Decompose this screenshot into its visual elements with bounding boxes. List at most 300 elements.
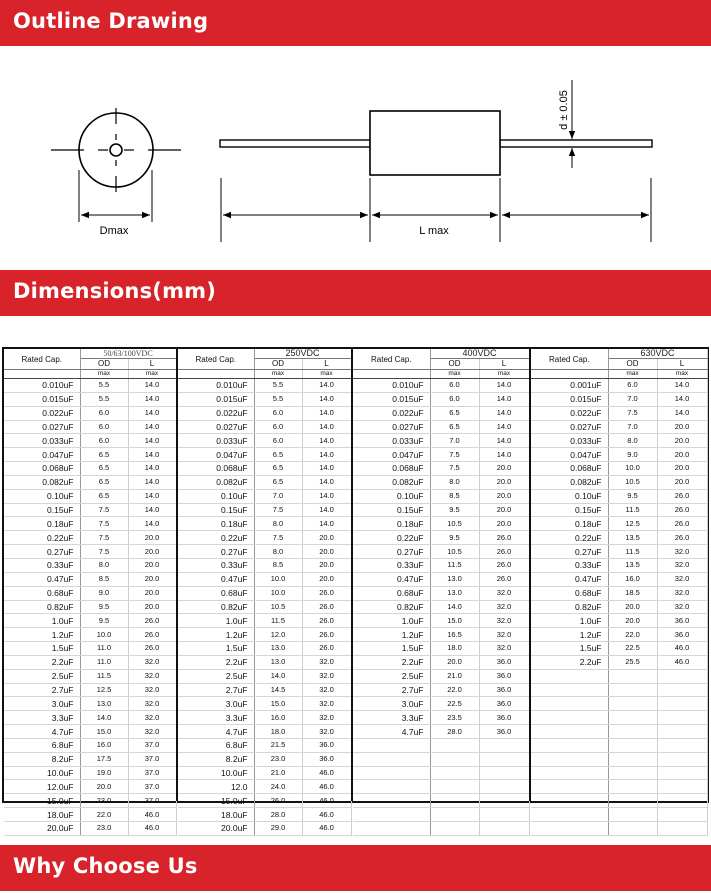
capacitance-cell: 1.2uF — [178, 628, 254, 642]
od-cell — [608, 683, 657, 697]
table-row — [4, 752, 176, 766]
od-cell: 5.5 — [80, 392, 128, 406]
capacitance-cell: 20.0uF — [4, 822, 80, 836]
capacitance-cell: 0.27uF — [4, 545, 80, 559]
table-row — [531, 711, 707, 725]
capacitance-cell: 0.15uF — [353, 503, 430, 517]
od-cell: 8.0 — [80, 558, 128, 572]
voltage-header: 50/63/100VDC — [80, 349, 176, 359]
capacitance-cell: 2.2uF — [4, 655, 80, 669]
table-row — [531, 448, 707, 462]
table-row — [178, 725, 351, 739]
capacitance-cell: 0.22uF — [531, 531, 608, 545]
capacitance-cell: 0.015uF — [4, 392, 80, 406]
od-cell: 26.0 — [254, 794, 302, 808]
capacitance-cell — [353, 738, 430, 752]
capacitance-cell: 2.5uF — [353, 669, 430, 683]
capacitance-cell: 0.022uF — [4, 406, 80, 420]
length-cell: 20.0 — [479, 517, 529, 531]
capacitance-cell — [531, 794, 608, 808]
table-row — [4, 794, 176, 808]
capacitance-cell — [531, 697, 608, 711]
length-cell: 37.0 — [128, 752, 176, 766]
capacitance-cell: 0.047uF — [4, 448, 80, 462]
od-cell: 7.5 — [80, 545, 128, 559]
table-row — [178, 628, 351, 642]
length-cell: 26.0 — [302, 586, 351, 600]
length-cell: 26.0 — [657, 517, 707, 531]
od-cell — [430, 766, 479, 780]
table-row — [4, 600, 176, 614]
dimensions-table — [2, 347, 709, 834]
od-cell: 12.0 — [254, 628, 302, 642]
table-row — [353, 752, 529, 766]
max-subheader: max — [657, 370, 707, 379]
od-cell: 16.0 — [80, 738, 128, 752]
table-row — [353, 503, 529, 517]
capacitance-cell — [353, 822, 430, 836]
table-row — [4, 545, 176, 559]
table-row — [531, 738, 707, 752]
length-cell: 36.0 — [302, 738, 351, 752]
table-row — [178, 614, 351, 628]
capacitance-cell: 0.68uF — [531, 586, 608, 600]
table-row — [4, 822, 176, 836]
od-cell: 23.0 — [80, 794, 128, 808]
capacitance-cell: 0.015uF — [531, 392, 608, 406]
table-row — [178, 545, 351, 559]
od-cell: 13.0 — [254, 655, 302, 669]
od-cell: 9.5 — [80, 614, 128, 628]
od-cell: 9.5 — [430, 503, 479, 517]
od-cell: 10.5 — [430, 517, 479, 531]
length-cell — [657, 725, 707, 739]
od-cell: 6.0 — [608, 379, 657, 393]
capacitance-cell: 0.027uF — [353, 420, 430, 434]
od-cell: 6.0 — [254, 434, 302, 448]
length-cell: 20.0 — [128, 531, 176, 545]
capacitance-cell: 0.047uF — [178, 448, 254, 462]
capacitance-cell: 8.2uF — [178, 752, 254, 766]
length-cell: 14.0 — [479, 420, 529, 434]
capacitance-cell: 0.33uF — [353, 558, 430, 572]
table-row — [4, 655, 176, 669]
od-cell: 8.0 — [254, 517, 302, 531]
table-row — [4, 420, 176, 434]
od-cell — [430, 822, 479, 836]
blank-cell — [178, 370, 254, 379]
table-row — [531, 572, 707, 586]
table-row — [178, 475, 351, 489]
table-row — [4, 531, 176, 545]
length-cell: 32.0 — [128, 683, 176, 697]
length-cell: 14.0 — [657, 392, 707, 406]
length-cell: 36.0 — [479, 683, 529, 697]
length-cell: 14.0 — [128, 379, 176, 393]
capacitance-cell: 0.068uF — [531, 462, 608, 476]
capacitance-cell — [531, 738, 608, 752]
length-cell: 14.0 — [128, 503, 176, 517]
capacitance-cell: 0.22uF — [178, 531, 254, 545]
od-cell: 16.0 — [608, 572, 657, 586]
table-row — [178, 379, 351, 393]
table-row — [353, 448, 529, 462]
table-row — [4, 738, 176, 752]
od-cell: 9.5 — [608, 489, 657, 503]
table-row — [4, 669, 176, 683]
capacitance-cell — [531, 752, 608, 766]
length-cell: 36.0 — [479, 669, 529, 683]
capacitance-cell: 0.027uF — [531, 420, 608, 434]
table-row — [531, 642, 707, 656]
length-cell: 32.0 — [128, 655, 176, 669]
table-row — [178, 794, 351, 808]
length-cell: 36.0 — [657, 628, 707, 642]
od-cell: 6.0 — [430, 392, 479, 406]
od-cell — [430, 794, 479, 808]
length-cell: 14.0 — [657, 406, 707, 420]
length-cell: 37.0 — [128, 780, 176, 794]
capacitance-cell: 0.18uF — [4, 517, 80, 531]
capacitance-cell: 3.0uF — [353, 697, 430, 711]
length-cell: 20.0 — [657, 420, 707, 434]
capacitance-cell: 3.3uF — [4, 711, 80, 725]
od-cell: 9.5 — [80, 600, 128, 614]
length-cell: 46.0 — [657, 642, 707, 656]
blank-cell — [4, 370, 80, 379]
capacitance-cell: 0.27uF — [178, 545, 254, 559]
od-cell: 16.0 — [254, 711, 302, 725]
capacitance-cell: 2.2uF — [178, 655, 254, 669]
table-row — [178, 406, 351, 420]
capacitance-cell: 0.47uF — [531, 572, 608, 586]
length-cell: 32.0 — [657, 586, 707, 600]
table-row — [4, 558, 176, 572]
capacitance-cell: 0.033uF — [178, 434, 254, 448]
capacitance-cell: 2.7uF — [4, 683, 80, 697]
why-choose-us-title: Why Choose Us — [13, 854, 198, 878]
table-row — [353, 711, 529, 725]
table-row — [353, 642, 529, 656]
table-row — [4, 503, 176, 517]
table-row — [531, 462, 707, 476]
table-row — [353, 489, 529, 503]
table-row — [531, 475, 707, 489]
table-row — [353, 697, 529, 711]
od-cell: 7.5 — [430, 462, 479, 476]
od-cell — [608, 752, 657, 766]
capacitance-cell — [353, 752, 430, 766]
od-cell: 21.0 — [430, 669, 479, 683]
od-cell: 5.5 — [254, 379, 302, 393]
table-row — [531, 808, 707, 822]
length-cell — [657, 808, 707, 822]
length-cell: 20.0 — [302, 531, 351, 545]
od-cell: 15.0 — [430, 614, 479, 628]
capacitance-cell: 0.82uF — [4, 600, 80, 614]
od-cell — [430, 808, 479, 822]
table-row — [178, 669, 351, 683]
outline-drawing — [0, 60, 711, 260]
table-row — [4, 379, 176, 393]
od-cell: 13.0 — [80, 697, 128, 711]
capacitance-cell: 4.7uF — [4, 725, 80, 739]
capacitance-cell: 0.82uF — [531, 600, 608, 614]
length-cell: 37.0 — [128, 766, 176, 780]
od-cell: 10.0 — [254, 572, 302, 586]
capacitance-cell: 3.3uF — [353, 711, 430, 725]
length-cell: 20.0 — [479, 475, 529, 489]
table-row — [4, 766, 176, 780]
rated-cap-header: Rated Cap. — [4, 349, 80, 370]
od-cell: 7.5 — [80, 503, 128, 517]
table-row — [353, 614, 529, 628]
length-cell — [657, 697, 707, 711]
length-cell: 14.0 — [128, 517, 176, 531]
length-cell: 20.0 — [128, 600, 176, 614]
max-subheader: max — [128, 370, 176, 379]
od-cell: 13.5 — [608, 558, 657, 572]
od-cell: 10.5 — [430, 545, 479, 559]
od-cell: 10.5 — [608, 475, 657, 489]
max-subheader: max — [302, 370, 351, 379]
od-cell: 13.0 — [430, 586, 479, 600]
od-cell — [608, 794, 657, 808]
length-cell: 32.0 — [479, 586, 529, 600]
od-cell: 28.0 — [430, 725, 479, 739]
table-row — [531, 420, 707, 434]
od-cell — [430, 752, 479, 766]
length-cell: 46.0 — [302, 822, 351, 836]
length-cell — [657, 738, 707, 752]
table-row — [353, 475, 529, 489]
od-cell: 14.0 — [80, 711, 128, 725]
table-row — [531, 614, 707, 628]
capacitance-cell: 3.0uF — [4, 697, 80, 711]
table-row — [353, 808, 529, 822]
table-row — [531, 489, 707, 503]
table-row — [531, 545, 707, 559]
length-cell: 26.0 — [302, 600, 351, 614]
outline-drawing-title: Outline Drawing — [13, 9, 209, 33]
length-cell: 32.0 — [657, 545, 707, 559]
table-row — [353, 628, 529, 642]
od-cell: 7.5 — [80, 531, 128, 545]
od-cell: 7.5 — [608, 406, 657, 420]
table-row — [353, 572, 529, 586]
od-cell: 7.5 — [254, 503, 302, 517]
capacitance-cell: 1.5uF — [353, 642, 430, 656]
od-cell: 12.5 — [608, 517, 657, 531]
length-cell: 20.0 — [128, 558, 176, 572]
capacitance-cell: 10.0uF — [178, 766, 254, 780]
capacitance-cell: 0.047uF — [353, 448, 430, 462]
od-cell: 6.5 — [430, 420, 479, 434]
capacitance-cell: 0.015uF — [178, 392, 254, 406]
od-cell: 6.0 — [430, 379, 479, 393]
capacitance-cell: 18.0uF — [4, 808, 80, 822]
capacitance-cell: 20.0uF — [178, 822, 254, 836]
od-cell: 14.5 — [254, 683, 302, 697]
length-cell: 32.0 — [479, 628, 529, 642]
length-cell: 14.0 — [128, 406, 176, 420]
capacitance-cell: 10.0uF — [4, 766, 80, 780]
capacitance-cell: 1.2uF — [353, 628, 430, 642]
od-cell: 9.0 — [80, 586, 128, 600]
od-cell: 22.0 — [608, 628, 657, 642]
capacitance-cell: 0.082uF — [178, 475, 254, 489]
table-row — [178, 586, 351, 600]
length-cell: 14.0 — [128, 392, 176, 406]
od-cell — [608, 738, 657, 752]
od-cell: 6.0 — [80, 434, 128, 448]
length-cell: 14.0 — [128, 462, 176, 476]
table-row — [353, 766, 529, 780]
table-row — [353, 517, 529, 531]
capacitance-cell: 0.10uF — [178, 489, 254, 503]
length-cell — [479, 822, 529, 836]
od-cell: 11.5 — [608, 545, 657, 559]
capacitance-cell — [531, 766, 608, 780]
blank-cell — [353, 370, 430, 379]
table-row — [178, 711, 351, 725]
capacitance-cell: 2.2uF — [531, 655, 608, 669]
table-row — [353, 600, 529, 614]
table-row — [531, 434, 707, 448]
table-row — [4, 572, 176, 586]
capacitance-cell: 0.068uF — [4, 462, 80, 476]
od-cell: 13.5 — [608, 531, 657, 545]
od-cell: 8.0 — [254, 545, 302, 559]
capacitance-cell: 0.68uF — [353, 586, 430, 600]
od-cell: 19.0 — [80, 766, 128, 780]
length-cell: 26.0 — [479, 558, 529, 572]
od-header: OD — [254, 359, 302, 370]
length-cell: 26.0 — [302, 614, 351, 628]
length-cell: 32.0 — [657, 558, 707, 572]
capacitance-cell: 0.27uF — [531, 545, 608, 559]
length-cell: 46.0 — [128, 822, 176, 836]
od-cell: 10.0 — [254, 586, 302, 600]
length-cell: 20.0 — [302, 545, 351, 559]
od-cell: 15.0 — [80, 725, 128, 739]
table-row — [4, 697, 176, 711]
od-cell: 21.5 — [254, 738, 302, 752]
od-cell: 11.5 — [254, 614, 302, 628]
length-cell: 14.0 — [302, 392, 351, 406]
max-subheader: max — [254, 370, 302, 379]
table-row — [4, 517, 176, 531]
length-cell: 36.0 — [479, 711, 529, 725]
od-cell: 7.5 — [430, 448, 479, 462]
od-cell: 17.5 — [80, 752, 128, 766]
l-header: L — [128, 359, 176, 370]
capacitance-cell: 6.8uF — [4, 738, 80, 752]
max-subheader: max — [479, 370, 529, 379]
capacitance-cell: 15.0uF — [4, 794, 80, 808]
od-cell: 13.0 — [254, 642, 302, 656]
od-cell: 11.0 — [80, 655, 128, 669]
length-cell: 32.0 — [302, 683, 351, 697]
capacitance-cell: 0.010uF — [4, 379, 80, 393]
capacitance-cell: 0.015uF — [353, 392, 430, 406]
table-row — [178, 752, 351, 766]
table-row — [353, 392, 529, 406]
table-row — [4, 406, 176, 420]
od-cell: 14.0 — [430, 600, 479, 614]
length-cell — [657, 780, 707, 794]
voltage-header: 400VDC — [430, 349, 529, 359]
length-cell — [657, 669, 707, 683]
length-cell: 20.0 — [657, 448, 707, 462]
od-cell: 9.5 — [430, 531, 479, 545]
od-cell — [430, 780, 479, 794]
table-row — [353, 531, 529, 545]
capacitance-cell: 3.3uF — [178, 711, 254, 725]
capacitance-cell: 0.082uF — [531, 475, 608, 489]
table-row — [4, 448, 176, 462]
length-cell: 26.0 — [657, 503, 707, 517]
length-cell: 20.0 — [657, 462, 707, 476]
capacitance-cell: 0.082uF — [4, 475, 80, 489]
capacitance-cell: 15.0uF — [178, 794, 254, 808]
length-cell: 26.0 — [479, 545, 529, 559]
capacitance-cell: 0.27uF — [353, 545, 430, 559]
table-row — [4, 725, 176, 739]
od-cell: 20.0 — [608, 600, 657, 614]
table-row — [531, 406, 707, 420]
length-cell: 14.0 — [302, 379, 351, 393]
capacitance-cell — [531, 822, 608, 836]
group-separator — [176, 349, 178, 801]
od-cell: 12.5 — [80, 683, 128, 697]
capacitance-cell: 0.022uF — [178, 406, 254, 420]
table-row — [531, 503, 707, 517]
length-cell: 14.0 — [128, 434, 176, 448]
od-cell: 6.0 — [254, 406, 302, 420]
length-cell: 14.0 — [302, 420, 351, 434]
capacitance-cell: 0.47uF — [178, 572, 254, 586]
od-cell: 8.5 — [430, 489, 479, 503]
table-row — [531, 766, 707, 780]
capacitance-cell: 0.033uF — [4, 434, 80, 448]
table-row — [178, 420, 351, 434]
capacitance-cell: 0.15uF — [178, 503, 254, 517]
table-row — [353, 545, 529, 559]
length-cell: 46.0 — [302, 766, 351, 780]
length-cell: 14.0 — [479, 379, 529, 393]
od-cell: 23.0 — [80, 822, 128, 836]
od-cell: 16.5 — [430, 628, 479, 642]
od-cell: 8.5 — [254, 558, 302, 572]
length-cell: 14.0 — [302, 462, 351, 476]
capacitance-cell: 0.33uF — [178, 558, 254, 572]
od-cell: 22.5 — [430, 697, 479, 711]
blank-cell — [531, 370, 608, 379]
dimensions-group-volt-250 — [178, 349, 352, 836]
length-cell: 14.0 — [128, 475, 176, 489]
table-row — [353, 558, 529, 572]
od-cell — [608, 822, 657, 836]
table-row — [531, 697, 707, 711]
table-row — [4, 392, 176, 406]
capacitance-cell: 0.022uF — [353, 406, 430, 420]
od-cell — [608, 711, 657, 725]
od-cell — [430, 738, 479, 752]
od-cell: 6.5 — [430, 406, 479, 420]
length-cell: 32.0 — [479, 600, 529, 614]
od-cell: 6.5 — [254, 448, 302, 462]
